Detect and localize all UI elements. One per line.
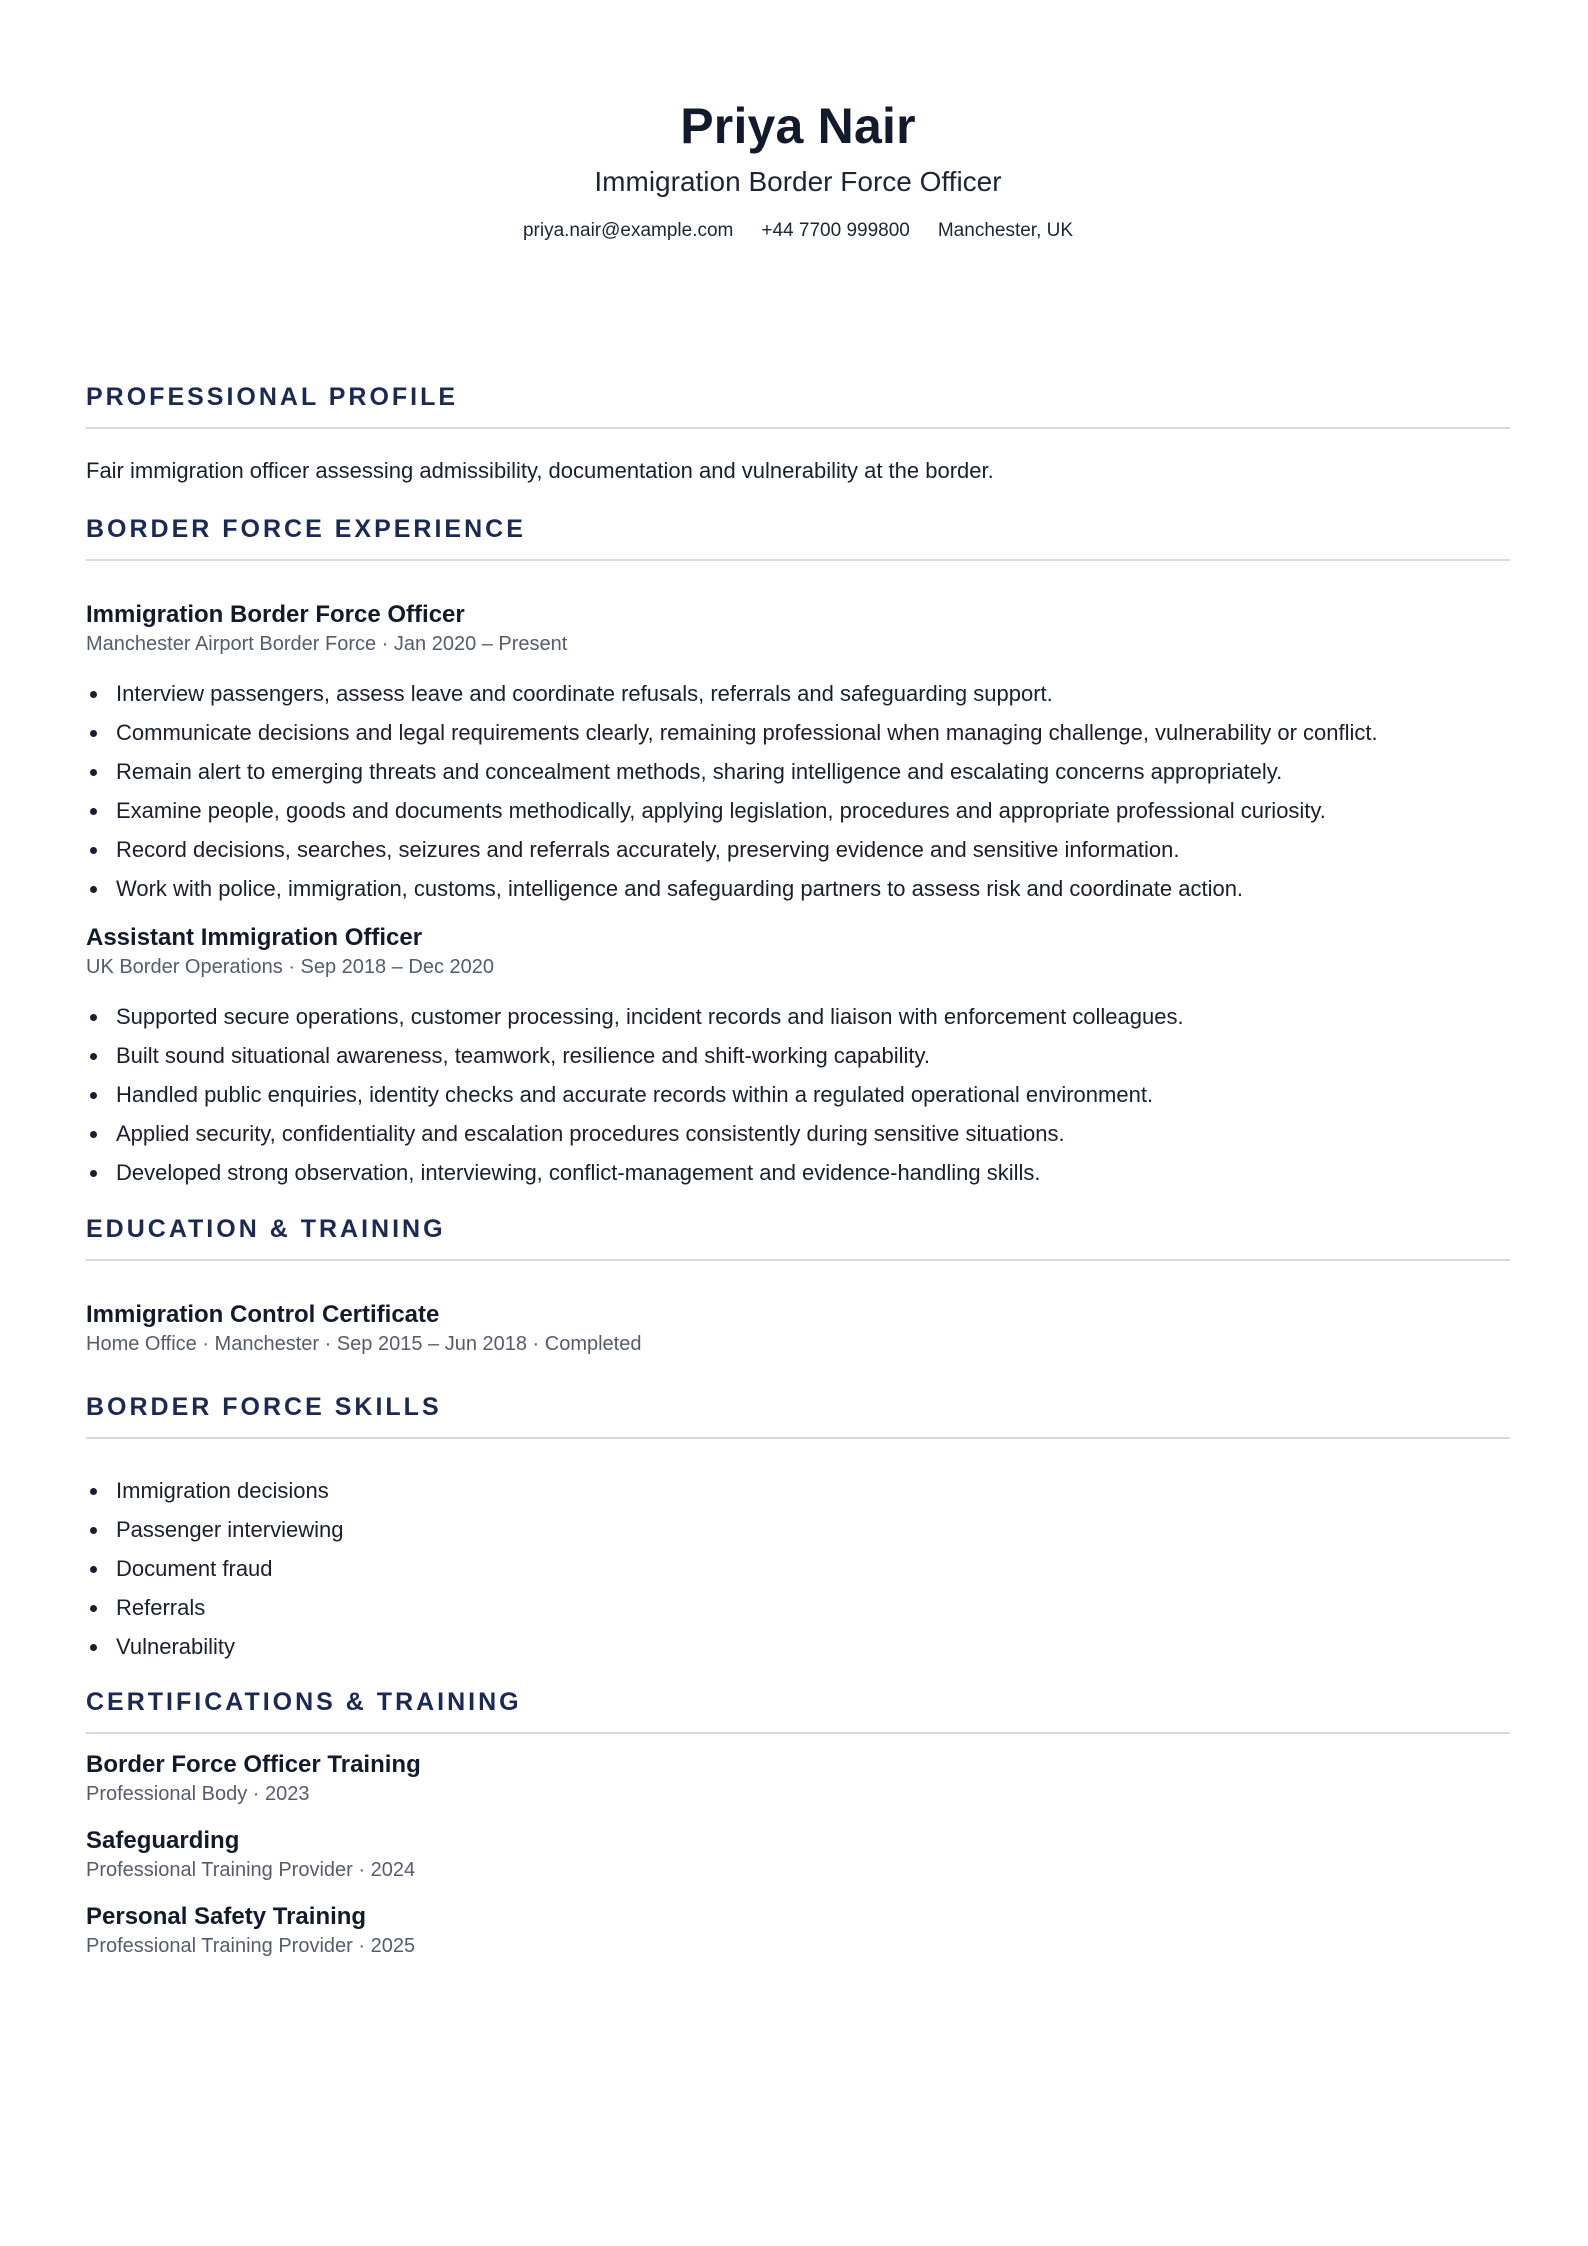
section-divider	[86, 1732, 1510, 1734]
cert-entry	[86, 1902, 1510, 1960]
skills-section	[86, 1391, 1510, 1666]
contact-email[interactable]: priya.nair@example.com	[522, 220, 734, 241]
education-section	[86, 1213, 1510, 1358]
section-divider	[86, 559, 1510, 561]
list-item: Handled public enquiries, identity checks and accurate records within a regulated operational environment.	[86, 1075, 1510, 1114]
education-title: Immigration Control Certificate	[86, 1301, 440, 1328]
list-item: Referrals	[86, 1588, 1510, 1627]
resume-header	[86, 0, 1510, 244]
education-entry	[86, 1300, 1510, 1358]
list-item: Supported secure operations, customer processing, incident records and liaison with enforcement colleagues.	[86, 997, 1510, 1036]
list-item: Applied security, confidentiality and escalation procedures consistently during sensitive situations.	[86, 1114, 1510, 1153]
experience-section	[86, 513, 1510, 1192]
list-item: Record decisions, searches, seizures and referrals accurately, preserving evidence and sensitive information.	[86, 830, 1510, 869]
education-meta: Home Office · Manchester · Sep 2015 – Jun 2018 · Completed	[86, 1333, 642, 1355]
list-item: Developed strong observation, interviewing, conflict-management and evidence-handling skills.	[86, 1153, 1510, 1192]
list-item: Remain alert to emerging threats and concealment methods, sharing intelligence and escalating concerns appropriately.	[86, 752, 1510, 791]
list-item: Vulnerability	[86, 1627, 1510, 1666]
contact-location: Manchester, UK	[937, 220, 1074, 241]
skills-list	[86, 1471, 1510, 1666]
cert-title: Border Force Officer Training	[86, 1751, 421, 1778]
section-title: BORDER FORCE EXPERIENCE	[86, 515, 526, 543]
list-item: Examine people, goods and documents methodically, applying legislation, procedures and appropriate professional curiosity.	[86, 791, 1510, 830]
cert-entry	[86, 1750, 1510, 1808]
candidate-headline: Immigration Border Force Officer	[594, 166, 1002, 197]
section-divider	[86, 1259, 1510, 1261]
section-title: BORDER FORCE SKILLS	[86, 1393, 442, 1421]
cert-meta: Professional Training Provider · 2025	[86, 1935, 416, 1957]
section-title: CERTIFICATIONS & TRAINING	[86, 1688, 522, 1716]
job-meta: Manchester Airport Border Force · Jan 2020 – Present	[86, 633, 568, 655]
profile-section	[86, 381, 1510, 486]
list-item: Document fraud	[86, 1549, 1510, 1588]
cert-title: Safeguarding	[86, 1827, 240, 1854]
job-title: Assistant Immigration Officer	[86, 924, 423, 951]
candidate-name: Priya Nair	[680, 98, 916, 154]
list-item: Passenger interviewing	[86, 1510, 1510, 1549]
certifications-section	[86, 1686, 1510, 1960]
job-bullets	[86, 997, 1510, 1192]
cert-title: Personal Safety Training	[86, 1903, 367, 1930]
section-divider	[86, 427, 1510, 429]
section-title: PROFESSIONAL PROFILE	[86, 383, 459, 411]
cert-entry	[86, 1826, 1510, 1884]
job-meta: UK Border Operations · Sep 2018 – Dec 2020	[86, 956, 495, 978]
list-item: Built sound situational awareness, teamwork, resilience and shift-working capability.	[86, 1036, 1510, 1075]
cert-meta: Professional Body · 2023	[86, 1783, 310, 1805]
list-item: Communicate decisions and legal requirements clearly, remaining professional when managing challenge, vulnerability or conflict.	[86, 713, 1510, 752]
list-item: Work with police, immigration, customs, intelligence and safeguarding partners to assess risk and coordinate action.	[86, 869, 1510, 908]
section-divider	[86, 1437, 1510, 1439]
job-entry	[86, 600, 1510, 908]
cert-meta: Professional Training Provider · 2024	[86, 1859, 416, 1881]
contact-phone[interactable]: +44 7700 999800	[761, 220, 910, 241]
job-title: Immigration Border Force Officer	[86, 601, 465, 628]
resume-page	[86, 0, 1510, 1960]
section-title: EDUCATION & TRAINING	[86, 1215, 446, 1243]
list-item: Interview passengers, assess leave and coordinate refusals, referrals and safeguarding support.	[86, 674, 1510, 713]
job-entry	[86, 923, 1510, 1192]
list-item: Immigration decisions	[86, 1471, 1510, 1510]
contact-row	[86, 218, 1510, 244]
job-bullets	[86, 674, 1510, 908]
profile-summary: Fair immigration officer assessing admissibility, documentation and vulnerability at the border.	[86, 458, 994, 483]
